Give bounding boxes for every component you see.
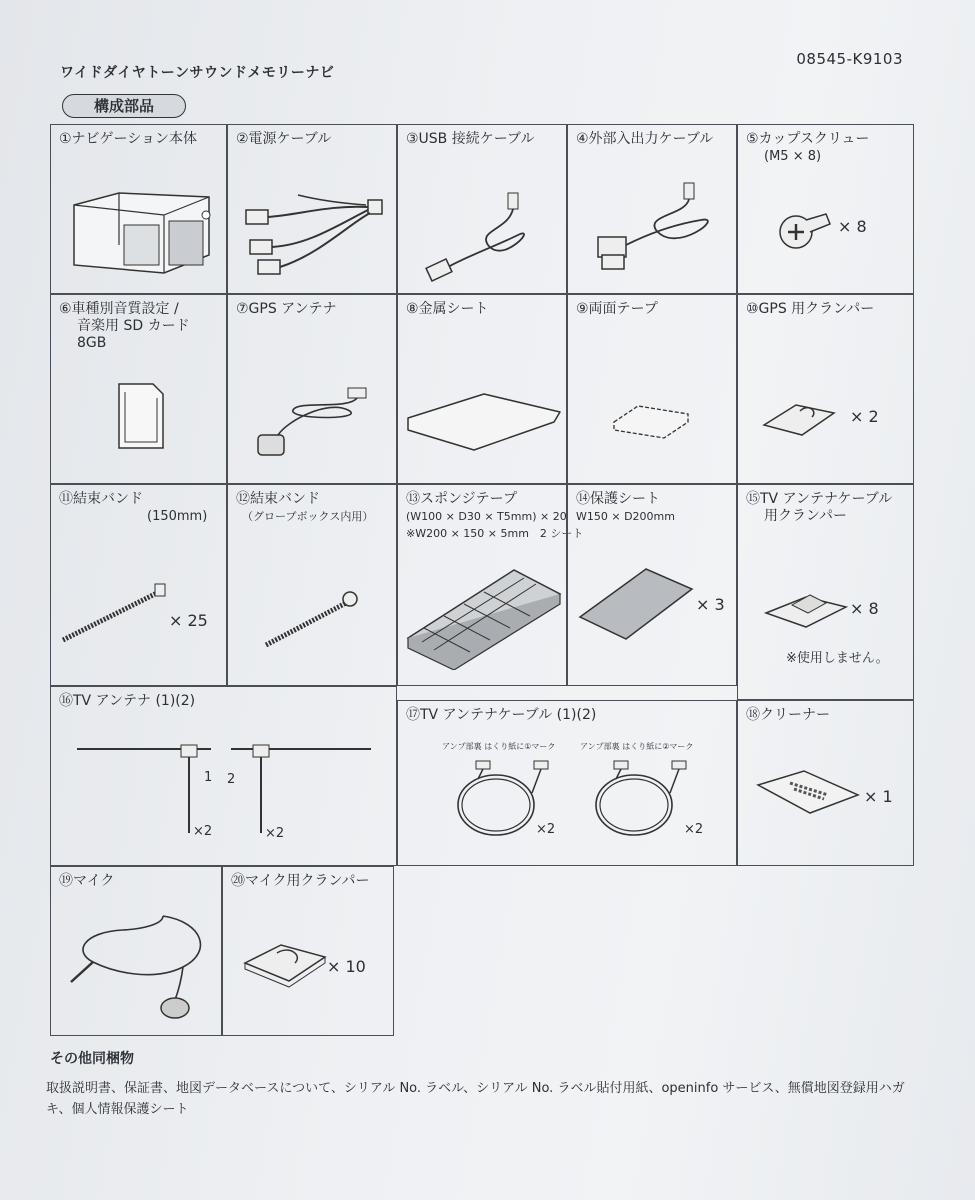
part-label-line3: 8GB xyxy=(77,335,107,351)
product-title: ワイドダイヤトーンサウンドメモリーナビ xyxy=(60,65,335,81)
external-io-cable-illustration xyxy=(586,175,731,280)
tv-antenna-illustration xyxy=(71,737,381,847)
part-label-main: ⑥車種別音質設定 / xyxy=(59,301,179,317)
part-label: ⑯TV アンテナ (1)(2) xyxy=(59,693,196,709)
part-label xyxy=(59,301,190,352)
protective-sheet-illustration xyxy=(576,565,696,645)
microphone-illustration xyxy=(63,912,213,1027)
part-label: ⑳マイク用クランパー xyxy=(231,873,370,889)
cable-tie-illustration xyxy=(59,580,169,650)
quantity: × 8 xyxy=(850,599,879,618)
cable-caption-2: アンプ部裏 はくり紙に②マーク xyxy=(580,742,694,751)
part-label: ⑨両面テープ xyxy=(576,301,658,317)
glovebox-cable-tie-illustration xyxy=(258,585,368,655)
quantity: × 8 xyxy=(838,217,867,236)
antenna-mark-2: 2 xyxy=(227,772,236,787)
usb-cable-illustration xyxy=(418,185,558,285)
note-not-used: ※使用しません。 xyxy=(786,651,889,666)
gps-clamper-illustration xyxy=(760,393,840,443)
other-contents-list: 取扱説明書、保証書、地図データベースについて、シリアル No. ラベル、シリアル No. ラベル貼付用紙、openinfo サービス、無償地図登録用ハガキ、個人情報保護シート xyxy=(46,1081,905,1117)
part-label-sub: (M5 × 8) xyxy=(764,149,822,164)
part-label-line2: 用クランパー xyxy=(764,508,848,524)
part-cell-5 xyxy=(737,124,914,294)
part-cell-1 xyxy=(50,124,227,294)
part-label: ⑩GPS 用クランパー xyxy=(746,301,875,317)
part-cell-13 xyxy=(397,484,584,686)
part-label-line2: 音楽用 SD カード xyxy=(77,318,190,334)
quantity: × 3 xyxy=(696,595,725,614)
sd-card-illustration xyxy=(111,380,171,455)
part-cell-17 xyxy=(397,700,737,866)
part-label xyxy=(59,491,207,525)
other-contents-heading: その他同梱物 xyxy=(50,1051,134,1067)
part-label xyxy=(746,131,869,165)
part-label-sub2: ※W200 × 150 × 5mm 2 シート xyxy=(406,527,584,540)
section-heading: 構成部品 xyxy=(62,94,186,118)
part-label: ⑦GPS アンテナ xyxy=(236,301,337,317)
antenna-mark-1: 1 xyxy=(204,770,213,785)
part-cell-2 xyxy=(227,124,397,294)
part-label-sub: (W100 × D30 × T5mm) × 20 xyxy=(406,510,567,523)
quantity-1: ×2 xyxy=(536,822,556,837)
part-label: ⑲マイク xyxy=(59,873,115,889)
quantity: × 1 xyxy=(864,787,893,806)
mic-clamper-illustration xyxy=(241,937,331,992)
part-cell-8 xyxy=(397,294,567,484)
part-cell-12 xyxy=(227,484,397,686)
gps-antenna-illustration xyxy=(248,380,388,470)
quantity-2: ×2 xyxy=(684,822,704,837)
part-cell-6 xyxy=(50,294,227,484)
double-sided-tape-illustration xyxy=(608,400,698,445)
part-label: ③USB 接続ケーブル xyxy=(406,131,535,147)
part-label-main: ⑭保護シート xyxy=(576,491,660,507)
cleaner-illustration xyxy=(754,767,864,817)
quantity: × 10 xyxy=(327,957,366,976)
part-label: ①ナビゲーション本体 xyxy=(59,131,197,147)
part-cell-16 xyxy=(50,686,397,866)
quantity-1: ×2 xyxy=(193,824,213,839)
part-cell-20 xyxy=(222,866,394,1036)
part-label-sub: W150 × D200mm xyxy=(576,510,675,523)
part-cell-4 xyxy=(567,124,737,294)
part-label-main: ⑬スポンジテープ xyxy=(406,491,517,507)
quantity-2: ×2 xyxy=(265,826,285,841)
part-cell-11 xyxy=(50,484,227,686)
part-cell-7 xyxy=(227,294,397,484)
sponge-tape-illustration xyxy=(404,560,564,670)
navigation-unit-illustration xyxy=(69,185,219,280)
part-label xyxy=(406,491,583,542)
part-label-main: ⑮TV アンテナケーブル xyxy=(746,491,893,507)
quantity: × 25 xyxy=(169,611,208,630)
part-label-main: ⑤カップスクリュー xyxy=(746,131,870,147)
product-code: 08545-K9103 xyxy=(796,50,903,68)
part-label-sub: （グローブボックス内用） xyxy=(242,510,374,523)
quantity: × 2 xyxy=(850,407,879,426)
metal-sheet-illustration xyxy=(404,390,564,460)
tv-cable-clamper-illustration xyxy=(762,585,852,635)
part-cell-3 xyxy=(397,124,567,294)
power-cable-illustration xyxy=(238,185,388,280)
part-label-main: ⑫結束バンド xyxy=(236,491,320,507)
part-cell-10 xyxy=(737,294,914,484)
part-label xyxy=(576,491,675,525)
part-label xyxy=(746,491,892,525)
part-cell-19 xyxy=(50,866,222,1036)
part-label: ④外部入出力ケーブル xyxy=(576,131,714,147)
part-cell-9 xyxy=(567,294,737,484)
part-cell-15 xyxy=(737,484,914,700)
part-label: ②電源ケーブル xyxy=(236,131,332,147)
part-label: ⑧金属シート xyxy=(406,301,489,317)
part-label xyxy=(236,491,373,525)
part-label: ⑱クリーナー xyxy=(746,707,830,723)
cable-caption-1: アンプ部裏 はくり紙に①マーク xyxy=(442,742,556,751)
part-cell-14 xyxy=(567,484,737,686)
cup-screw-illustration xyxy=(776,200,836,255)
part-label: ⑰TV アンテナケーブル (1)(2) xyxy=(406,707,597,723)
part-label-main: ⑪結束バンド xyxy=(59,491,143,507)
part-label-sub: (150mm) xyxy=(147,509,208,524)
part-cell-18 xyxy=(737,700,914,866)
